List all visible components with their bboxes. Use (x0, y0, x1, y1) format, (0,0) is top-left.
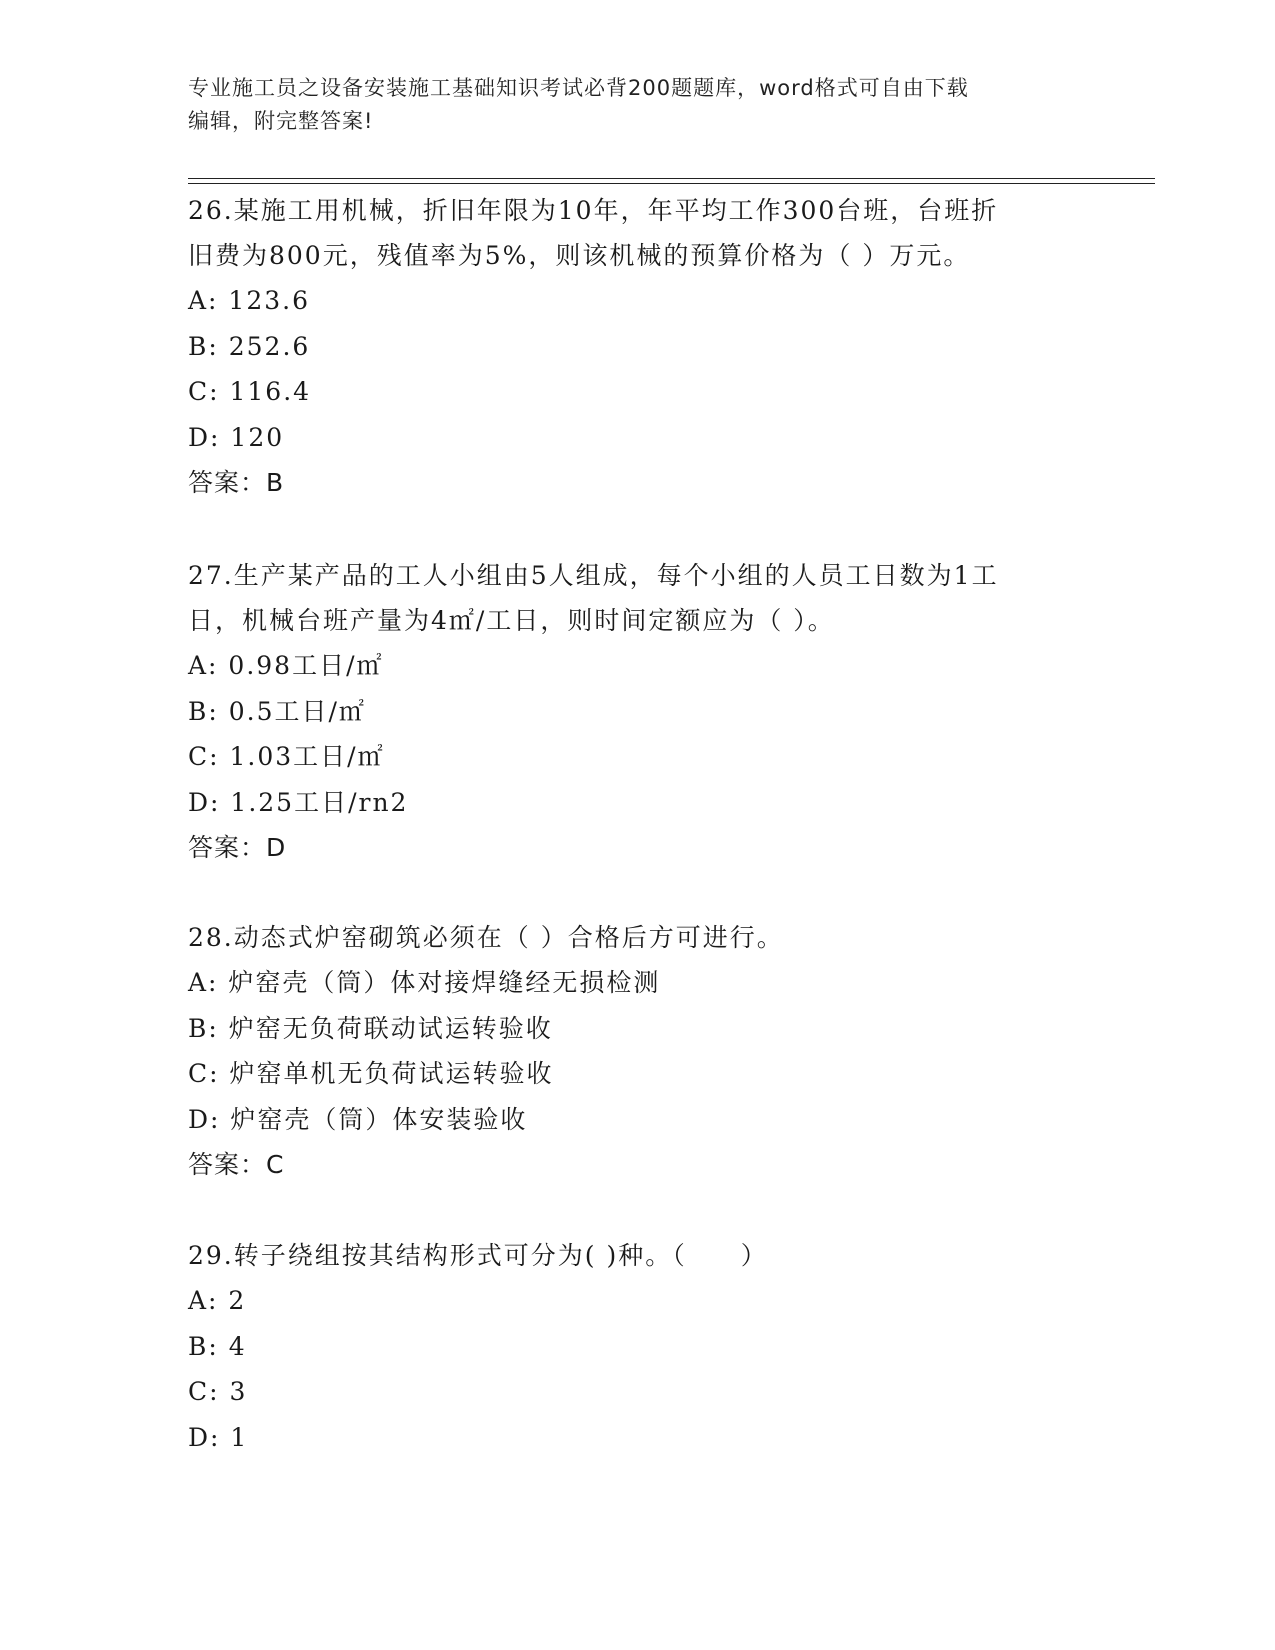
option-a: A: 0.98工日/㎡ (188, 651, 384, 680)
option-a: A: 2 (188, 1286, 247, 1315)
question-stem-line-1: 27.生产某产品的工人小组由5人组成，每个小组的人员工日数为1工 (188, 561, 999, 590)
question-27 (188, 553, 1088, 870)
header-line-2: 编辑，附完整答案! (188, 109, 374, 133)
document-header (188, 72, 1088, 138)
question-26 (188, 188, 1088, 505)
option-b: B: 4 (188, 1331, 247, 1361)
option-d: D: 炉窑壳（筒）体安装验收 (188, 1104, 528, 1134)
option-c: C: 3 (188, 1377, 248, 1406)
header-divider-top (188, 178, 1155, 179)
option-b: B: 0.5工日/㎡ (188, 696, 366, 726)
option-d: D: 1.25工日/rn2 (188, 787, 409, 817)
option-d: D: 1 (188, 1422, 249, 1452)
option-d: D: 120 (188, 422, 285, 452)
option-a: A: 123.6 (188, 286, 310, 315)
answer-line: 答案：D (188, 833, 287, 862)
option-c: C: 116.4 (188, 377, 312, 406)
option-b: B: 炉窑无负荷联动试运转验收 (188, 1013, 553, 1043)
header-divider-bottom (188, 183, 1155, 184)
question-29 (188, 1233, 1088, 1460)
option-a: A: 炉窑壳（筒）体对接焊缝经无损检测 (188, 968, 661, 997)
question-stem-line-1: 29.转子绕组按其结构形式可分为( )种。（ ） (188, 1241, 768, 1270)
option-c: C: 炉窑单机无负荷试运转验收 (188, 1059, 554, 1088)
option-c: C: 1.03工日/㎡ (188, 742, 385, 771)
question-stem-line-2: 日，机械台班产量为4㎡/工日，则时间定额应为（ ）。 (188, 606, 835, 635)
question-28 (188, 915, 1088, 1187)
header-line-1: 专业施工员之设备安装施工基础知识考试必背200题题库，word格式可自由下载 (188, 76, 969, 100)
answer-line: 答案：C (188, 1150, 285, 1179)
option-b: B: 252.6 (188, 331, 311, 361)
question-stem-line-2: 旧费为800元，残值率为5%，则该机械的预算价格为（ ）万元。 (188, 241, 971, 270)
question-stem-line-1: 26.某施工用机械，折旧年限为10年，年平均工作300台班，台班折 (188, 196, 999, 225)
question-stem-line-1: 28.动态式炉窑砌筑必须在（ ）合格后方可进行。 (188, 923, 784, 952)
answer-line: 答案：B (188, 468, 285, 497)
